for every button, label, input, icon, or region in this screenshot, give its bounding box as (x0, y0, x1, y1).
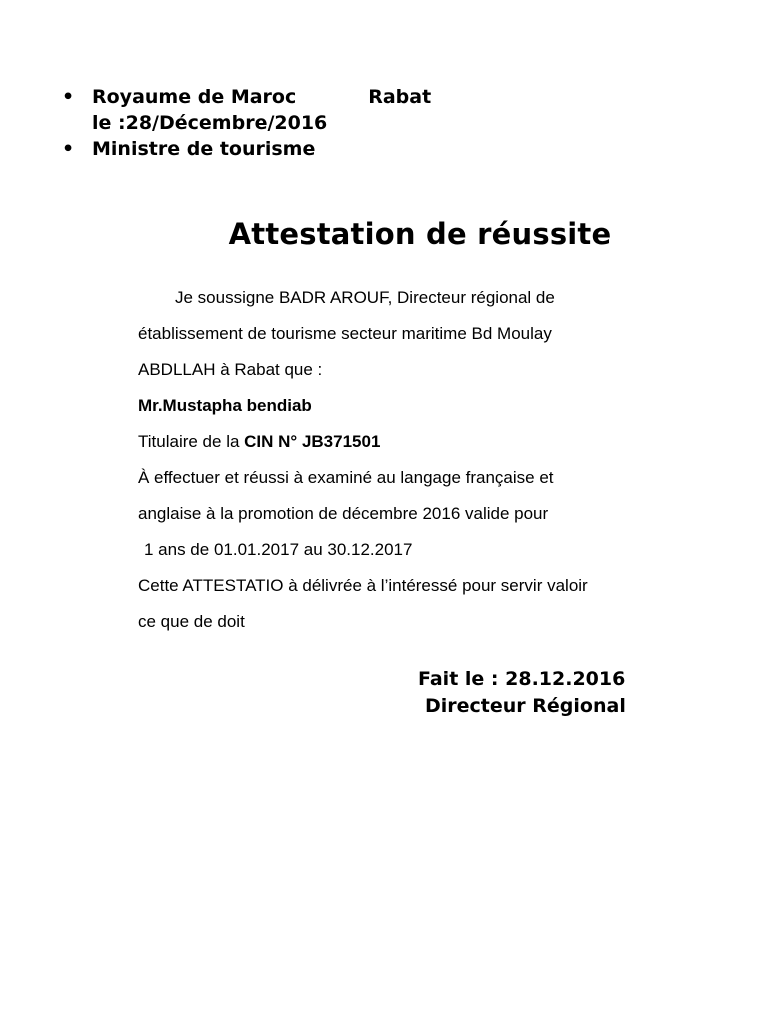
header-date: le :28/Décembre/2016 (92, 112, 328, 134)
body-line-7: anglaise à la promotion de décembre 2016 valide pour (138, 504, 549, 523)
beneficiary-name: Mr.Mustapha bendiab (138, 396, 312, 415)
body-line-2: établissement de tourisme secteur maritime Bd Moulay (138, 324, 552, 343)
bullet-icon: • (62, 86, 75, 108)
body-line-9: Cette ATTESTATIO à délivrée à l’intéressé pour servir valoir (138, 576, 588, 595)
body-line-3: ABDLLAH à Rabat que : (138, 360, 323, 379)
bullet-icon: • (62, 138, 75, 160)
cin-prefix: Titulaire de la (138, 432, 245, 451)
cin-line (138, 424, 658, 460)
header-list (62, 84, 431, 162)
document-title: Attestation de réussite (228, 217, 612, 251)
signature-role: Directeur Régional (425, 695, 626, 717)
header-item-kingdom (62, 84, 431, 136)
ministry-label: Ministre de tourisme (92, 138, 316, 160)
body-line-6: À effectuer et réussi à examiné au langage française et (138, 468, 554, 487)
cin-value: CIN N° JB371501 (244, 432, 381, 451)
validity-line: 1 ans de 01.01.2017 au 30.12.2017 (144, 540, 413, 559)
signature-block (410, 666, 650, 720)
city-label: Rabat (368, 86, 432, 108)
body-line-1: Je soussigne BADR AROUF, Directeur régional de (175, 288, 555, 307)
body-line-10: ce que de doit (138, 612, 245, 631)
header-item-ministry (62, 136, 431, 162)
document-body (138, 280, 658, 640)
signature-date: Fait le : 28.12.2016 (418, 668, 626, 690)
kingdom-label: Royaume de Maroc (92, 86, 297, 108)
